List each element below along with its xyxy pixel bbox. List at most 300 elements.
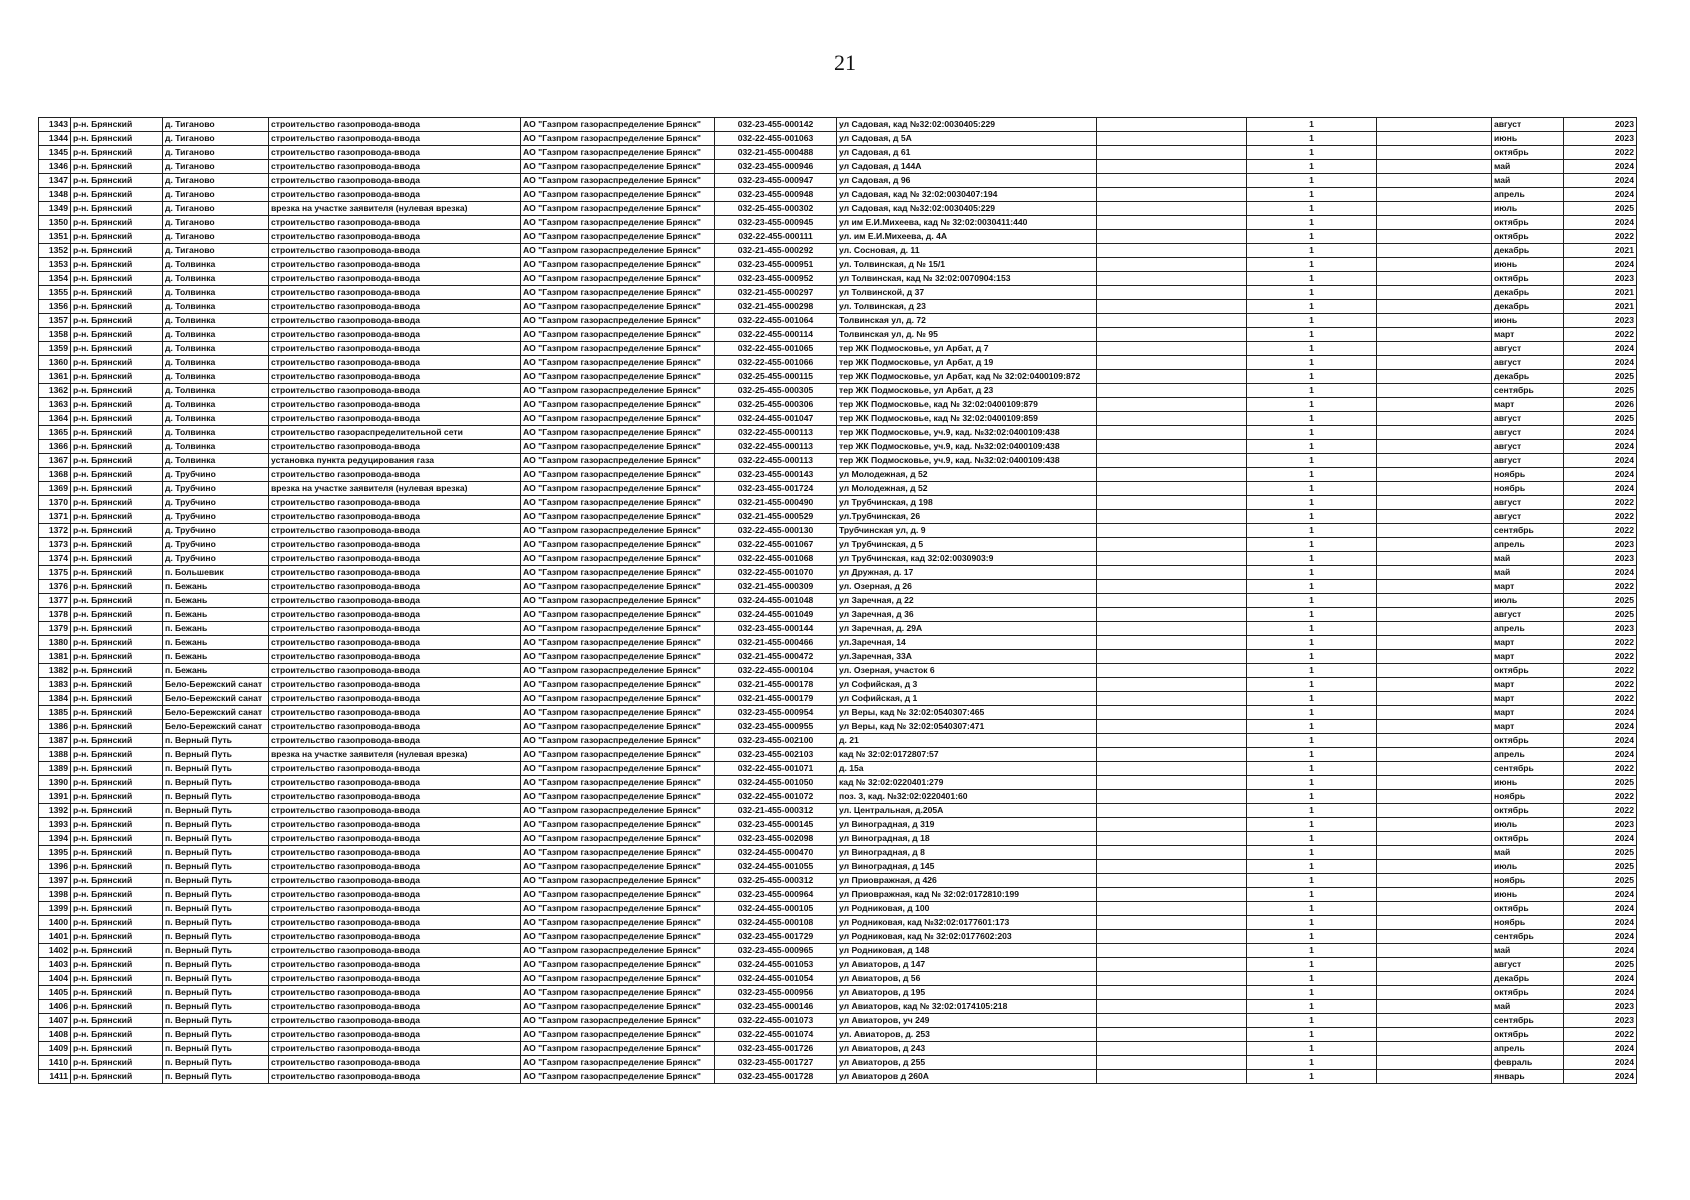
work-type-cell: строительство газопровода-ввода — [269, 160, 521, 174]
address-cell: ул Садовая, д 5А — [837, 132, 1097, 146]
month-cell: апрель — [1492, 538, 1564, 552]
application-number-cell: 032-22-455-001070 — [715, 566, 837, 580]
empty-col-cell — [1377, 426, 1492, 440]
address-cell: ул. Сосновая, д. 11 — [837, 244, 1097, 258]
organization-cell: АО "Газпром газораспределение Брянск" — [521, 300, 715, 314]
application-number-cell: 032-23-455-000952 — [715, 272, 837, 286]
table-row — [39, 608, 1637, 622]
year-cell: 2022 — [1564, 804, 1637, 818]
row-number-cell: 1361 — [39, 370, 71, 384]
address-cell: ул им Е.И.Михеева, кад № 32:02:0030411:440 — [837, 216, 1097, 230]
settlement-cell: д. Тиганово — [163, 188, 269, 202]
empty-col-cell — [1097, 762, 1247, 776]
district-cell: р-н. Брянский — [71, 1056, 163, 1070]
empty-col-cell — [1097, 468, 1247, 482]
quantity-cell: 1 — [1247, 496, 1377, 510]
application-number-cell: 032-23-455-000947 — [715, 174, 837, 188]
quantity-cell: 1 — [1247, 1042, 1377, 1056]
empty-col-cell — [1097, 664, 1247, 678]
year-cell: 2023 — [1564, 118, 1637, 132]
work-type-cell: строительство газопровода-ввода — [269, 412, 521, 426]
empty-col-cell — [1097, 818, 1247, 832]
month-cell: июнь — [1492, 132, 1564, 146]
address-cell: ул Садовая, д 61 — [837, 146, 1097, 160]
quantity-cell: 1 — [1247, 608, 1377, 622]
table-row — [39, 636, 1637, 650]
settlement-cell: д. Тиганово — [163, 202, 269, 216]
work-type-cell: строительство газопровода-ввода — [269, 300, 521, 314]
work-type-cell: строительство газопровода-ввода — [269, 272, 521, 286]
settlement-cell: д. Толвинка — [163, 370, 269, 384]
organization-cell: АО "Газпром газораспределение Брянск" — [521, 1014, 715, 1028]
row-number-cell: 1389 — [39, 762, 71, 776]
quantity-cell: 1 — [1247, 272, 1377, 286]
empty-col-cell — [1377, 384, 1492, 398]
settlement-cell: п. Верный Путь — [163, 846, 269, 860]
year-cell: 2025 — [1564, 384, 1637, 398]
quantity-cell: 1 — [1247, 762, 1377, 776]
settlement-cell: д. Тиганово — [163, 244, 269, 258]
year-cell: 2024 — [1564, 1042, 1637, 1056]
year-cell: 2024 — [1564, 356, 1637, 370]
month-cell: сентябрь — [1492, 384, 1564, 398]
organization-cell: АО "Газпром газораспределение Брянск" — [521, 650, 715, 664]
row-number-cell: 1385 — [39, 706, 71, 720]
row-number-cell: 1395 — [39, 846, 71, 860]
table-row — [39, 370, 1637, 384]
month-cell: ноябрь — [1492, 468, 1564, 482]
district-cell: р-н. Брянский — [71, 510, 163, 524]
settlement-cell: п. Верный Путь — [163, 1000, 269, 1014]
empty-col-cell — [1377, 930, 1492, 944]
settlement-cell: п. Верный Путь — [163, 818, 269, 832]
month-cell: май — [1492, 846, 1564, 860]
application-number-cell: 032-23-455-000956 — [715, 986, 837, 1000]
organization-cell: АО "Газпром газораспределение Брянск" — [521, 930, 715, 944]
district-cell: р-н. Брянский — [71, 720, 163, 734]
year-cell: 2025 — [1564, 608, 1637, 622]
empty-col-cell — [1097, 440, 1247, 454]
empty-col-cell — [1097, 832, 1247, 846]
table-row — [39, 286, 1637, 300]
year-cell: 2023 — [1564, 1000, 1637, 1014]
year-cell: 2023 — [1564, 818, 1637, 832]
month-cell: ноябрь — [1492, 482, 1564, 496]
month-cell: май — [1492, 944, 1564, 958]
row-number-cell: 1366 — [39, 440, 71, 454]
row-number-cell: 1381 — [39, 650, 71, 664]
row-number-cell: 1363 — [39, 398, 71, 412]
year-cell: 2023 — [1564, 314, 1637, 328]
district-cell: р-н. Брянский — [71, 216, 163, 230]
application-number-cell: 032-21-455-000298 — [715, 300, 837, 314]
settlement-cell: д. Трубчино — [163, 510, 269, 524]
organization-cell: АО "Газпром газораспределение Брянск" — [521, 1070, 715, 1084]
application-number-cell: 032-22-455-001071 — [715, 762, 837, 776]
row-number-cell: 1347 — [39, 174, 71, 188]
quantity-cell: 1 — [1247, 720, 1377, 734]
district-cell: р-н. Брянский — [71, 118, 163, 132]
address-cell: ул. Толвинская, д № 15/1 — [837, 258, 1097, 272]
month-cell: декабрь — [1492, 300, 1564, 314]
row-number-cell: 1349 — [39, 202, 71, 216]
quantity-cell: 1 — [1247, 748, 1377, 762]
month-cell: август — [1492, 356, 1564, 370]
district-cell: р-н. Брянский — [71, 874, 163, 888]
year-cell: 2024 — [1564, 986, 1637, 1000]
empty-col-cell — [1097, 300, 1247, 314]
month-cell: октябрь — [1492, 986, 1564, 1000]
application-number-cell: 032-22-455-001068 — [715, 552, 837, 566]
application-number-cell: 032-23-455-002100 — [715, 734, 837, 748]
address-cell: ул Трубчинская, д 5 — [837, 538, 1097, 552]
organization-cell: АО "Газпром газораспределение Брянск" — [521, 216, 715, 230]
quantity-cell: 1 — [1247, 650, 1377, 664]
quantity-cell: 1 — [1247, 888, 1377, 902]
empty-col-cell — [1377, 174, 1492, 188]
settlement-cell: д. Трубчино — [163, 552, 269, 566]
empty-col-cell — [1377, 958, 1492, 972]
empty-col-cell — [1377, 468, 1492, 482]
quantity-cell: 1 — [1247, 594, 1377, 608]
empty-col-cell — [1097, 258, 1247, 272]
work-type-cell: строительство газопровода-ввода — [269, 440, 521, 454]
application-number-cell: 032-23-455-000954 — [715, 706, 837, 720]
year-cell: 2022 — [1564, 636, 1637, 650]
empty-col-cell — [1377, 482, 1492, 496]
empty-col-cell — [1377, 664, 1492, 678]
quantity-cell: 1 — [1247, 692, 1377, 706]
empty-col-cell — [1377, 888, 1492, 902]
address-cell: тер ЖК Подмосковье, уч.9, кад. №32:02:0400109:438 — [837, 426, 1097, 440]
settlement-cell: п. Верный Путь — [163, 902, 269, 916]
year-cell: 2025 — [1564, 594, 1637, 608]
district-cell: р-н. Брянский — [71, 762, 163, 776]
organization-cell: АО "Газпром газораспределение Брянск" — [521, 888, 715, 902]
year-cell: 2023 — [1564, 272, 1637, 286]
empty-col-cell — [1097, 916, 1247, 930]
organization-cell: АО "Газпром газораспределение Брянск" — [521, 118, 715, 132]
district-cell: р-н. Брянский — [71, 818, 163, 832]
year-cell: 2025 — [1564, 958, 1637, 972]
application-number-cell: 032-23-455-001729 — [715, 930, 837, 944]
address-cell: ул Толвинской, д 37 — [837, 286, 1097, 300]
quantity-cell: 1 — [1247, 986, 1377, 1000]
address-cell: ул. Озерная, участок 6 — [837, 664, 1097, 678]
work-type-cell: строительство газопровода-ввода — [269, 216, 521, 230]
year-cell: 2023 — [1564, 552, 1637, 566]
settlement-cell: д. Тиганово — [163, 160, 269, 174]
application-number-cell: 032-23-455-000142 — [715, 118, 837, 132]
year-cell: 2024 — [1564, 174, 1637, 188]
application-number-cell: 032-23-455-002103 — [715, 748, 837, 762]
district-cell: р-н. Брянский — [71, 272, 163, 286]
settlement-cell: д. Тиганово — [163, 230, 269, 244]
work-type-cell: строительство газопровода-ввода — [269, 244, 521, 258]
empty-col-cell — [1097, 902, 1247, 916]
district-cell: р-н. Брянский — [71, 1042, 163, 1056]
address-cell: тер ЖК Подмосковье, кад № 32:02:0400109:859 — [837, 412, 1097, 426]
month-cell: июнь — [1492, 258, 1564, 272]
empty-col-cell — [1377, 454, 1492, 468]
address-cell: тер ЖК Подмосковье, уч.9, кад. №32:02:0400109:438 — [837, 440, 1097, 454]
application-number-cell: 032-22-455-000113 — [715, 426, 837, 440]
work-type-cell: врезка на участке заявителя (нулевая врезка) — [269, 202, 521, 216]
address-cell: ул Трубчинская, д 198 — [837, 496, 1097, 510]
organization-cell: АО "Газпром газораспределение Брянск" — [521, 776, 715, 790]
empty-col-cell — [1377, 398, 1492, 412]
organization-cell: АО "Газпром газораспределение Брянск" — [521, 160, 715, 174]
organization-cell: АО "Газпром газораспределение Брянск" — [521, 398, 715, 412]
quantity-cell: 1 — [1247, 580, 1377, 594]
table-row — [39, 384, 1637, 398]
year-cell: 2024 — [1564, 734, 1637, 748]
application-number-cell: 032-22-455-001065 — [715, 342, 837, 356]
application-number-cell: 032-23-455-001726 — [715, 1042, 837, 1056]
work-type-cell: строительство газопровода-ввода — [269, 888, 521, 902]
row-number-cell: 1409 — [39, 1042, 71, 1056]
address-cell: д. 21 — [837, 734, 1097, 748]
table-row — [39, 762, 1637, 776]
settlement-cell: п. Верный Путь — [163, 734, 269, 748]
application-number-cell: 032-23-455-001724 — [715, 482, 837, 496]
table-row — [39, 958, 1637, 972]
organization-cell: АО "Газпром газораспределение Брянск" — [521, 832, 715, 846]
work-type-cell: строительство газопровода-ввода — [269, 846, 521, 860]
empty-col-cell — [1097, 174, 1247, 188]
settlement-cell: п. Верный Путь — [163, 804, 269, 818]
empty-col-cell — [1097, 426, 1247, 440]
application-number-cell: 032-21-455-000292 — [715, 244, 837, 258]
empty-col-cell — [1097, 930, 1247, 944]
quantity-cell: 1 — [1247, 566, 1377, 580]
month-cell: май — [1492, 160, 1564, 174]
empty-col-cell — [1097, 790, 1247, 804]
month-cell: апрель — [1492, 188, 1564, 202]
settlement-cell: Бело-Бережский санат — [163, 692, 269, 706]
work-type-cell: строительство газопровода-ввода — [269, 902, 521, 916]
empty-col-cell — [1377, 748, 1492, 762]
address-cell: Толвинская ул, д. 72 — [837, 314, 1097, 328]
organization-cell: АО "Газпром газораспределение Брянск" — [521, 566, 715, 580]
empty-col-cell — [1097, 510, 1247, 524]
empty-col-cell — [1377, 846, 1492, 860]
address-cell: ул Софийская, д 1 — [837, 692, 1097, 706]
empty-col-cell — [1377, 874, 1492, 888]
row-number-cell: 1400 — [39, 916, 71, 930]
district-cell: р-н. Брянский — [71, 748, 163, 762]
table-row — [39, 916, 1637, 930]
empty-col-cell — [1377, 818, 1492, 832]
empty-col-cell — [1097, 874, 1247, 888]
empty-col-cell — [1097, 734, 1247, 748]
address-cell: ул Садовая, д 144А — [837, 160, 1097, 174]
district-cell: р-н. Брянский — [71, 146, 163, 160]
empty-col-cell — [1377, 916, 1492, 930]
district-cell: р-н. Брянский — [71, 790, 163, 804]
application-number-cell: 032-22-455-000130 — [715, 524, 837, 538]
row-number-cell: 1384 — [39, 692, 71, 706]
settlement-cell: п. Верный Путь — [163, 860, 269, 874]
settlement-cell: п. Бежань — [163, 664, 269, 678]
application-number-cell: 032-24-455-001048 — [715, 594, 837, 608]
settlement-cell: д. Трубчино — [163, 524, 269, 538]
table-row — [39, 356, 1637, 370]
year-cell: 2024 — [1564, 160, 1637, 174]
quantity-cell: 1 — [1247, 510, 1377, 524]
settlement-cell: Бело-Бережский санат — [163, 678, 269, 692]
organization-cell: АО "Газпром газораспределение Брянск" — [521, 188, 715, 202]
district-cell: р-н. Брянский — [71, 622, 163, 636]
work-type-cell: строительство газопровода-ввода — [269, 678, 521, 692]
year-cell: 2024 — [1564, 482, 1637, 496]
work-type-cell: строительство газопровода-ввода — [269, 258, 521, 272]
address-cell: ул Авиаторов, д 243 — [837, 1042, 1097, 1056]
quantity-cell: 1 — [1247, 146, 1377, 160]
organization-cell: АО "Газпром газораспределение Брянск" — [521, 594, 715, 608]
work-type-cell: строительство газопровода-ввода — [269, 384, 521, 398]
organization-cell: АО "Газпром газораспределение Брянск" — [521, 132, 715, 146]
organization-cell: АО "Газпром газораспределение Брянск" — [521, 692, 715, 706]
district-cell: р-н. Брянский — [71, 636, 163, 650]
empty-col-cell — [1377, 258, 1492, 272]
month-cell: май — [1492, 174, 1564, 188]
year-cell: 2024 — [1564, 1056, 1637, 1070]
empty-col-cell — [1377, 706, 1492, 720]
work-type-cell: строительство газопровода-ввода — [269, 118, 521, 132]
district-cell: р-н. Брянский — [71, 426, 163, 440]
year-cell: 2022 — [1564, 1028, 1637, 1042]
month-cell: август — [1492, 118, 1564, 132]
month-cell: июнь — [1492, 314, 1564, 328]
empty-col-cell — [1097, 608, 1247, 622]
quantity-cell: 1 — [1247, 398, 1377, 412]
year-cell: 2025 — [1564, 860, 1637, 874]
application-number-cell: 032-21-455-000297 — [715, 286, 837, 300]
month-cell: сентябрь — [1492, 1014, 1564, 1028]
district-cell: р-н. Брянский — [71, 776, 163, 790]
organization-cell: АО "Газпром газораспределение Брянск" — [521, 734, 715, 748]
district-cell: р-н. Брянский — [71, 692, 163, 706]
organization-cell: АО "Газпром газораспределение Брянск" — [521, 1042, 715, 1056]
table-row — [39, 342, 1637, 356]
quantity-cell: 1 — [1247, 902, 1377, 916]
empty-col-cell — [1097, 118, 1247, 132]
organization-cell: АО "Газпром газораспределение Брянск" — [521, 860, 715, 874]
settlement-cell: п. Верный Путь — [163, 1056, 269, 1070]
row-number-cell: 1379 — [39, 622, 71, 636]
quantity-cell: 1 — [1247, 342, 1377, 356]
table-row — [39, 972, 1637, 986]
district-cell: р-н. Брянский — [71, 944, 163, 958]
settlement-cell: д. Толвинка — [163, 342, 269, 356]
empty-col-cell — [1097, 636, 1247, 650]
settlement-cell: д. Тиганово — [163, 174, 269, 188]
table-row — [39, 594, 1637, 608]
settlement-cell: д. Тиганово — [163, 132, 269, 146]
address-cell: ул Авиаторов, д 255 — [837, 1056, 1097, 1070]
organization-cell: АО "Газпром газораспределение Брянск" — [521, 146, 715, 160]
settlement-cell: п. Верный Путь — [163, 1042, 269, 1056]
quantity-cell: 1 — [1247, 846, 1377, 860]
work-type-cell: врезка на участке заявителя (нулевая врезка) — [269, 748, 521, 762]
settlement-cell: д. Толвинка — [163, 328, 269, 342]
settlement-cell: п. Верный Путь — [163, 958, 269, 972]
quantity-cell: 1 — [1247, 160, 1377, 174]
quantity-cell: 1 — [1247, 944, 1377, 958]
work-type-cell: строительство газопровода-ввода — [269, 146, 521, 160]
year-cell: 2022 — [1564, 524, 1637, 538]
table-row — [39, 1042, 1637, 1056]
quantity-cell: 1 — [1247, 440, 1377, 454]
quantity-cell: 1 — [1247, 118, 1377, 132]
organization-cell: АО "Газпром газораспределение Брянск" — [521, 636, 715, 650]
address-cell: д. 15а — [837, 762, 1097, 776]
empty-col-cell — [1377, 1042, 1492, 1056]
settlement-cell: д. Толвинка — [163, 314, 269, 328]
month-cell: декабрь — [1492, 972, 1564, 986]
month-cell: июль — [1492, 818, 1564, 832]
district-cell: р-н. Брянский — [71, 524, 163, 538]
row-number-cell: 1406 — [39, 1000, 71, 1014]
month-cell: февраль — [1492, 1056, 1564, 1070]
work-type-cell: строительство газопровода-ввода — [269, 580, 521, 594]
district-cell: р-н. Брянский — [71, 1028, 163, 1042]
table-row — [39, 174, 1637, 188]
work-type-cell: строительство газопровода-ввода — [269, 776, 521, 790]
address-cell: ул Веры, кад № 32:02:0540307:465 — [837, 706, 1097, 720]
application-number-cell: 032-22-455-000104 — [715, 664, 837, 678]
work-type-cell: строительство газопровода-ввода — [269, 524, 521, 538]
empty-col-cell — [1377, 790, 1492, 804]
settlement-cell: д. Толвинка — [163, 426, 269, 440]
work-type-cell: строительство газопровода-ввода — [269, 874, 521, 888]
year-cell: 2025 — [1564, 370, 1637, 384]
empty-col-cell — [1097, 342, 1247, 356]
quantity-cell: 1 — [1247, 468, 1377, 482]
empty-col-cell — [1377, 412, 1492, 426]
organization-cell: АО "Газпром газораспределение Брянск" — [521, 1056, 715, 1070]
district-cell: р-н. Брянский — [71, 482, 163, 496]
year-cell: 2024 — [1564, 972, 1637, 986]
application-number-cell: 032-23-455-000146 — [715, 1000, 837, 1014]
year-cell: 2025 — [1564, 846, 1637, 860]
district-cell: р-н. Брянский — [71, 454, 163, 468]
empty-col-cell — [1377, 202, 1492, 216]
work-type-cell: строительство газопровода-ввода — [269, 286, 521, 300]
row-number-cell: 1396 — [39, 860, 71, 874]
work-type-cell: строительство газопровода-ввода — [269, 706, 521, 720]
district-cell: р-н. Брянский — [71, 258, 163, 272]
empty-col-cell — [1377, 580, 1492, 594]
work-type-cell: строительство газопровода-ввода — [269, 650, 521, 664]
row-number-cell: 1369 — [39, 482, 71, 496]
empty-col-cell — [1377, 272, 1492, 286]
work-type-cell: строительство газопровода-ввода — [269, 538, 521, 552]
empty-col-cell — [1377, 776, 1492, 790]
empty-col-cell — [1097, 986, 1247, 1000]
quantity-cell: 1 — [1247, 664, 1377, 678]
work-type-cell: строительство газопровода-ввода — [269, 188, 521, 202]
district-cell: р-н. Брянский — [71, 174, 163, 188]
empty-col-cell — [1097, 706, 1247, 720]
settlement-cell: д. Трубчино — [163, 538, 269, 552]
table-row — [39, 300, 1637, 314]
organization-cell: АО "Газпром газораспределение Брянск" — [521, 286, 715, 300]
settlement-cell: п. Бежань — [163, 594, 269, 608]
table-row — [39, 930, 1637, 944]
row-number-cell: 1348 — [39, 188, 71, 202]
